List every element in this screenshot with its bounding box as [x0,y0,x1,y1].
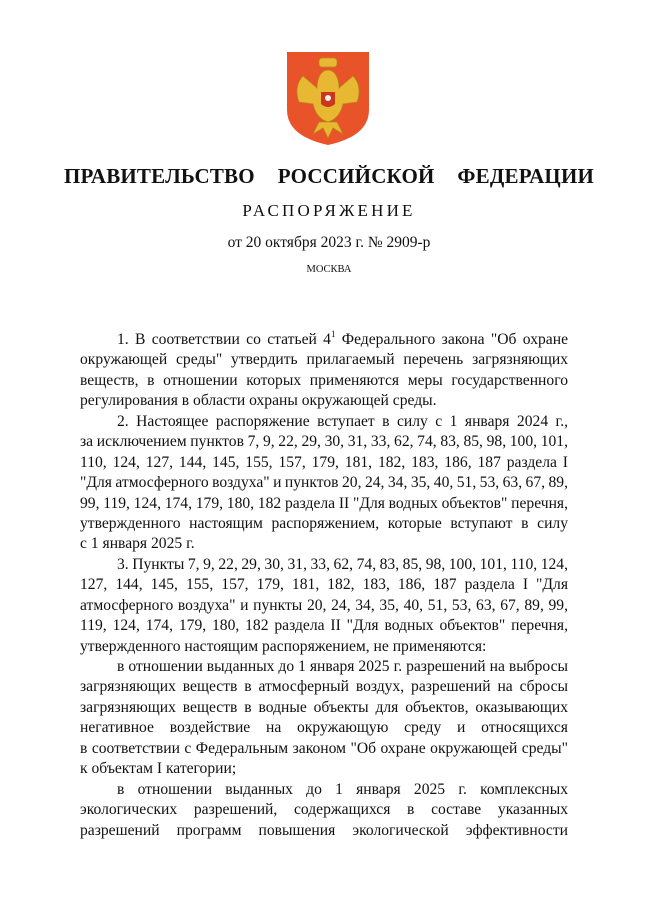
text-line [80,473,568,493]
text-line [80,412,568,432]
paragraph-4 [80,657,568,780]
paragraph-1 [80,330,568,412]
document-body [80,330,568,841]
paragraph-3 [80,555,568,657]
text-line [80,494,568,514]
text-line [80,821,568,841]
text-line-content: регулирования в области охраны окружающей среды. [80,392,437,410]
text-line [80,616,568,636]
text-line [80,780,568,800]
text-line [80,739,568,759]
text-line-content: загрязняющих веществ в водные объекты для объектов, оказывающих [80,698,568,716]
text-line [80,391,568,411]
text-line-content: 127, 144, 145, 155, 157, 179, 181, 182, 183, 186, 187 раздела I "Для [80,576,568,594]
text-line-content: веществ, в отношении которых применяются меры государственного [80,371,568,389]
text-line-content: разрешений программ повышения экологической эффективности [80,821,568,839]
text-line-content: в отношении выданных до 1 января 2025 г. комплексных [117,780,568,798]
text-line-content: 99, 119, 124, 174, 179, 180, 182 раздела II "Для водных объектов" перечня, [80,494,568,512]
text-line [80,759,568,779]
paragraph-5 [80,780,568,841]
coat-of-arms-emblem [283,48,373,148]
text-line [80,575,568,595]
text-line-content: окружающей среды" утвердить прилагаемый перечень загрязняющих [80,351,568,369]
text-line-content: 2. Настоящее распоряжение вступает в силу с 1 января 2024 г., [117,412,568,430]
document-type: РАСПОРЯЖЕНИЕ [242,201,416,220]
text-line [80,657,568,677]
text-line-content: с 1 января 2025 г. [80,535,195,553]
text-line [80,330,568,350]
text-line-content: 3. Пункты 7, 9, 22, 29, 30, 31, 33, 62, 74, 83, 85, 98, 100, 101, 110, 124, [117,555,568,573]
text-line [80,534,568,554]
text-line-content: "Для атмосферного воздуха" и пунктов 20, 24, 34, 35, 40, 51, 53, 63, 67, 89, [80,474,568,492]
text-line-content: к объектам I категории; [80,760,237,778]
document-city: МОСКВА [306,264,352,275]
paragraph-2 [80,412,568,555]
text-line [80,596,568,616]
document-title: ПРАВИТЕЛЬСТВО РОССИЙСКОЙ ФЕДЕРАЦИИ [63,164,595,188]
text-line-content: загрязняющих веществ в атмосферный воздух, разрешений на сбросы [80,678,568,696]
text-line-content: атмосферного воздуха" и пункты 20, 24, 34, 35, 40, 51, 53, 63, 67, 89, 99, [80,596,568,614]
text-line [80,698,568,718]
text-line [80,371,568,391]
text-line-content: 119, 124, 174, 179, 180, 182 раздела II "Для водных объектов" перечня, [80,617,568,635]
text-line [80,637,568,657]
text-line-content: 110, 124, 127, 144, 145, 155, 157, 179, 181, 182, 183, 186, 187 раздела I [80,453,568,471]
text-line [80,555,568,575]
text-line [80,800,568,820]
text-line-content: утвержденного настоящим распоряжением, не применяются: [80,637,487,655]
text-line-content: утвержденного настоящим распоряжением, которые вступают в силу [80,514,568,532]
text-line-content: в отношении выданных до 1 января 2025 г. разрешений на выбросы [117,658,568,675]
text-line-content: в соответствии с Федеральным законом "Об охране окружающей среды" [80,739,568,757]
text-line-content: экологических разрешений, содержащихся в составе указанных [80,801,568,819]
text-line [80,677,568,697]
text-line-content: негативное воздействие на окружающую среду и относящихся [80,719,568,737]
text-line [80,453,568,473]
text-line [80,432,568,452]
text-line [80,718,568,738]
text-line [80,350,568,370]
document-date-number: от 20 октября 2023 г. № 2909-р [227,234,431,251]
text-line-content: за исключением пунктов 7, 9, 22, 29, 30, 31, 33, 62, 74, 83, 85, 98, 100, 101, [80,433,568,451]
text-line [80,514,568,534]
text-line-content: 1. В соответствии со статьей $4^1$ Федерального закона "Об охране [117,329,568,348]
